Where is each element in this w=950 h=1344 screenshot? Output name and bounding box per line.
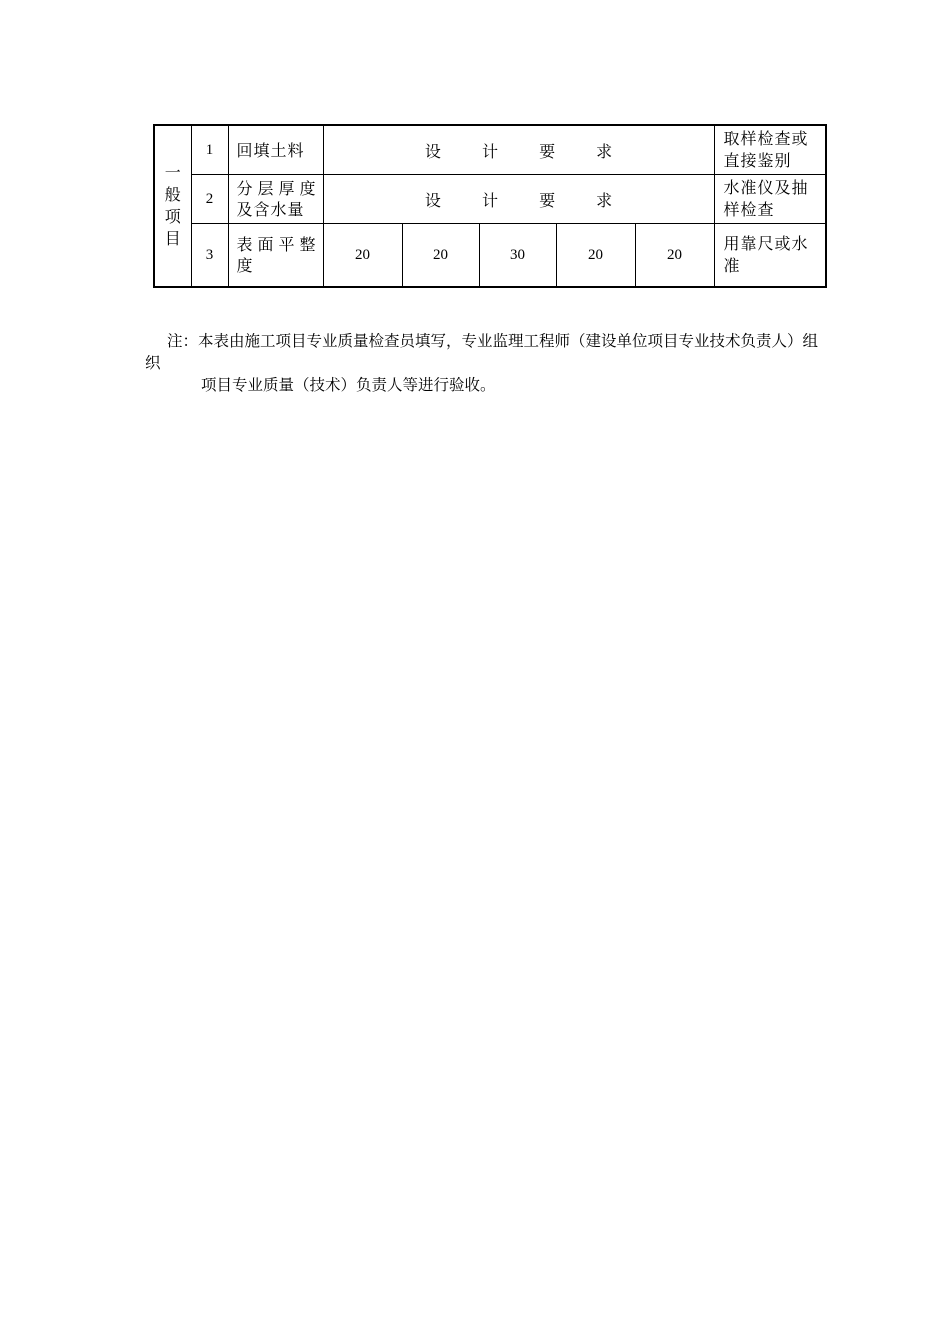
tolerance-value: 20 [635,224,714,288]
footnote [145,330,825,396]
category-cell [154,125,191,287]
tolerance-value: 20 [402,224,479,288]
tolerance-value: 20 [556,224,635,288]
table-row [154,224,826,288]
item-name: 表面平整度 [228,224,323,288]
check-method: 用靠尺或水准 [714,224,826,288]
check-method: 取样检查或直接鉴别 [714,125,826,175]
item-name: 回填土料 [228,125,323,175]
row-number: 3 [191,224,228,288]
check-method: 水准仪及抽样检查 [714,175,826,224]
table-row [154,125,826,175]
category-label: 一般项目 [164,163,181,248]
row-number: 2 [191,175,228,224]
requirement-cell: 设 计 要 求 [323,125,714,175]
row-number: 1 [191,125,228,175]
item-name: 分层厚度及含水量 [228,175,323,224]
inspection-table [153,124,827,288]
tolerance-value: 20 [323,224,402,288]
footnote-line-1: 注：本表由施工项目专业质量检查员填写，专业监理工程师（建设单位项目专业技术负责人）组织 [145,332,819,372]
requirement-cell: 设 计 要 求 [323,175,714,224]
table-row [154,175,826,224]
tolerance-value: 30 [479,224,556,288]
footnote-line-2: 项目专业质量（技术）负责人等进行验收。 [201,376,496,394]
